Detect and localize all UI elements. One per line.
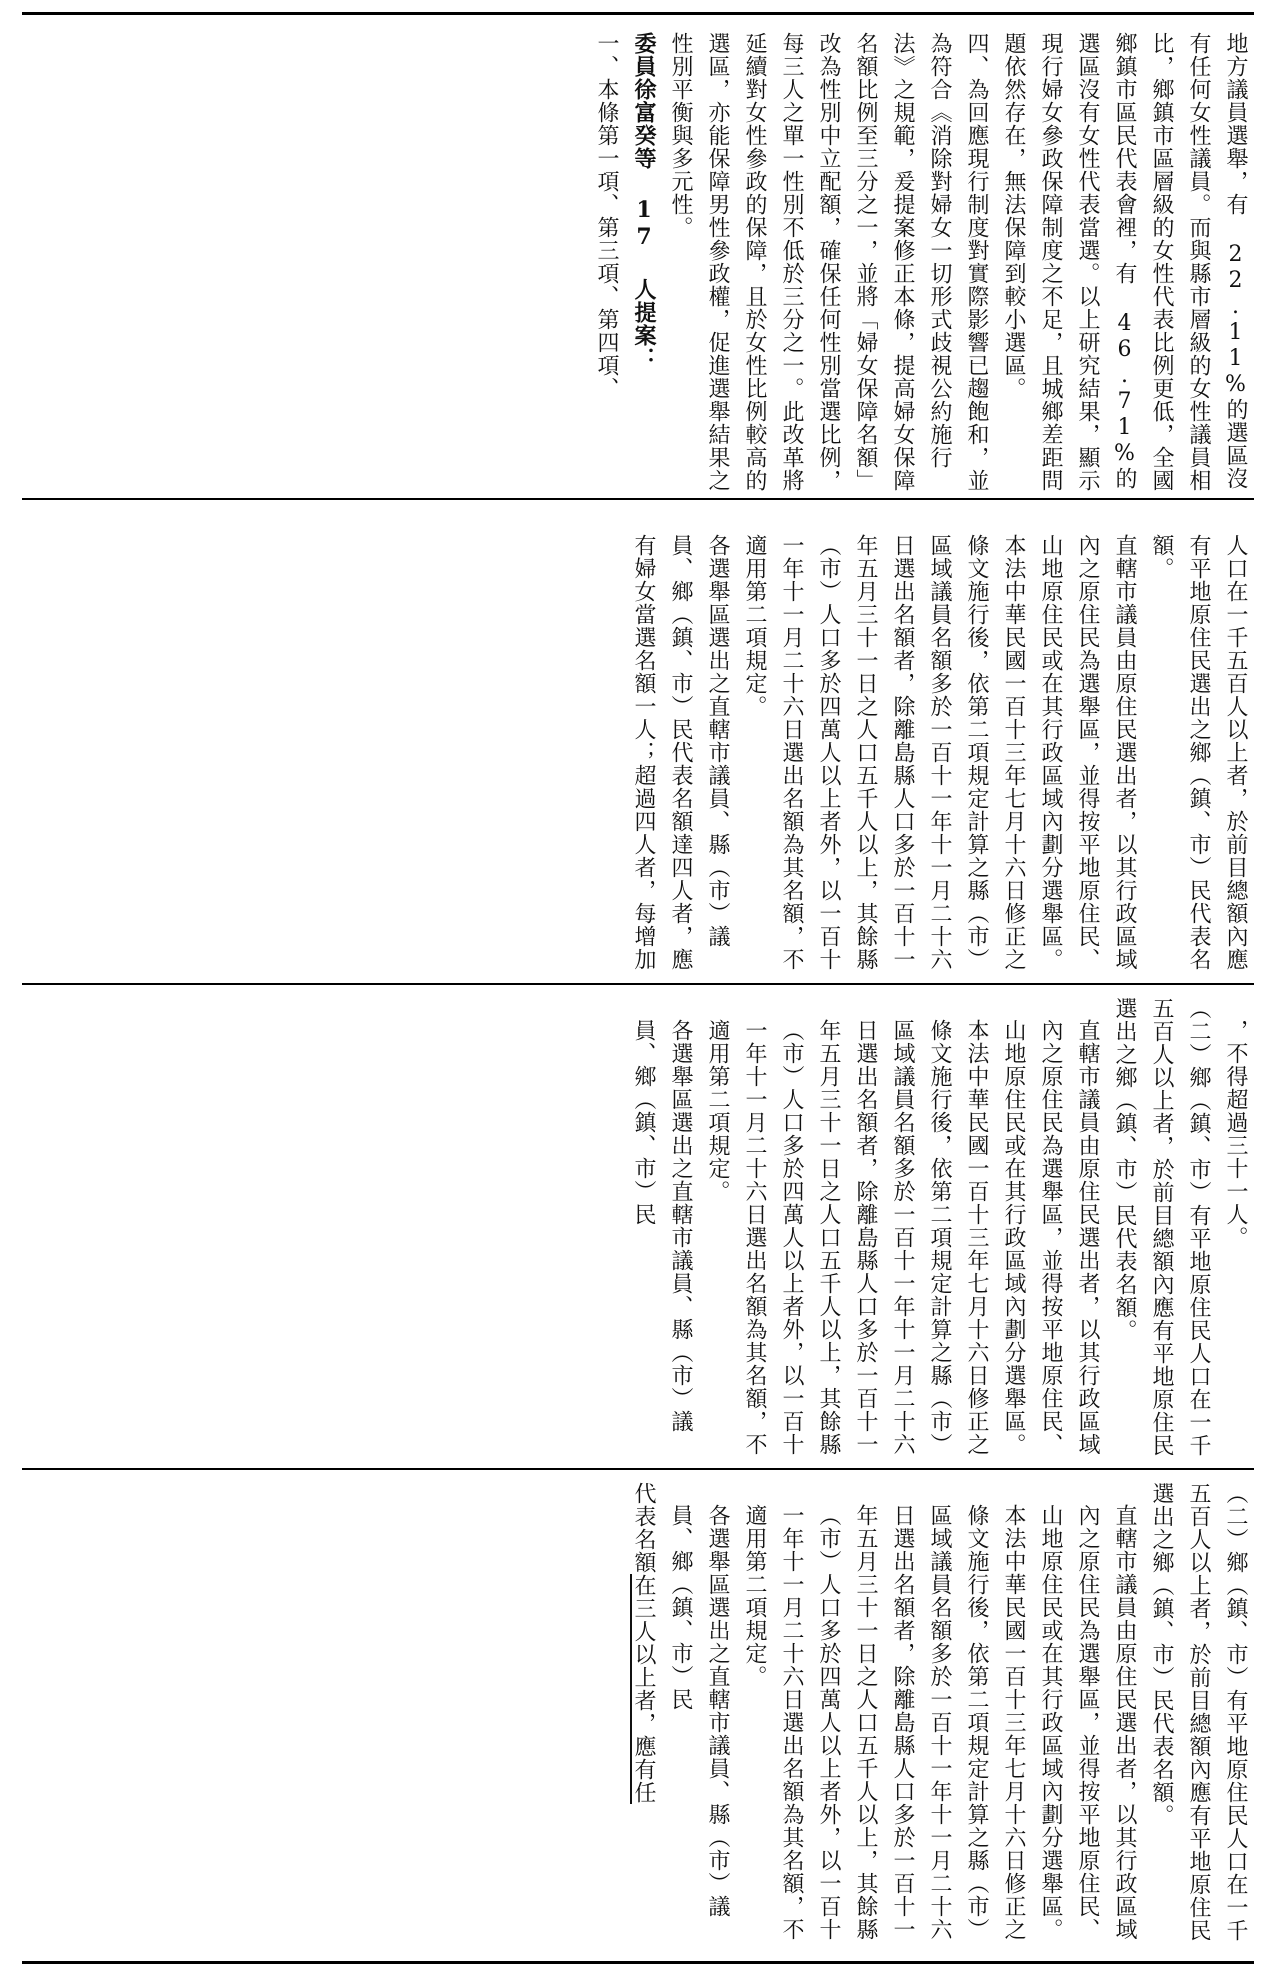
text-body	[22, 32, 1254, 494]
text-body	[22, 512, 1254, 974]
paragraph: 直轄市議員由原住民選出者，以其行政區域內之原住民為選舉區，並得按平地原住民、山地原住民或在其行政區域內劃分選舉區。	[1001, 1019, 1100, 1456]
text-body	[22, 1482, 1254, 1944]
paragraph: 直轄市議員由原住民選出者，以其行政區域內之原住民為選舉區，並得按平地原住民、山地原住民或在其行政區域內劃分選舉區。	[1038, 1504, 1137, 1941]
text-body	[22, 997, 1254, 1459]
underlined-text: 在三人以上者，應有任	[631, 1574, 656, 1804]
paragraph: （二）鄉（鎮、市）有平地原住民人口在一千五百人以上者，於前目總額內應有平地原住民選出之鄉（鎮、市）民代表名額。	[1149, 1482, 1248, 1942]
text-block	[22, 1482, 1254, 1944]
section-1	[22, 20, 1254, 507]
paragraph: 直轄市議員由原住民選出者，以其行政區域內之原住民為選舉區，並得按平地原住民、山地原住民或在其行政區域內劃分選舉區。	[1038, 534, 1137, 971]
bottom-rule	[22, 1961, 1254, 1964]
paragraph: 本法中華民國一百十三年七月十六日修正之條文施行後，依第二項規定計算之縣（市）區域議員名額多於一百十一年十一月二十六日選出名額者，除離島縣人口多於一百十一年五月三十一日之人口五千人以上，其餘縣（市）人口多於四萬人以上者外，以一百十一年十一月二十六日選出名額為其名額，不適用第二項規定。	[705, 1019, 989, 1456]
top-rule	[22, 12, 1254, 15]
text-run: 代表名額	[631, 1482, 656, 1574]
paragraph: 一、本條第一項、第三項、第四項、	[594, 32, 619, 400]
paragraph: 本法中華民國一百十三年七月十六日修正之條文施行後，依第二項規定計算之縣（市）區域議員名額多於一百十一年十一月二十六日選出名額者，除離島縣人口多於一百十一年五月三十一日之人口五千人以上，其餘縣（市）人口多於四萬人以上者外，以一百十一年十一月二十六日選出名額為其名額，不適用第二項規定。	[742, 1504, 1026, 1941]
paragraph: 各選舉區選出之直轄市議員、縣（市）議員、鄉（鎮、市）民	[668, 1504, 730, 1918]
paragraph-with-underline	[625, 1482, 662, 1944]
paragraph: 四、為回應現行制度對實際影響已趨飽和，並為符合《消除對婦女一切形式歧視公約施行法》之規範，爰提案修正本條，提高婦女保障名額比例至三分之一，並將「婦女保障名額」改為性別中立配額，確保任何性別當選比例，每三人之單一性別不低於三分之一。此改革將延續對女性參政的保障，且於女性比例較高的選區，亦能保障男性參政權，促進選舉結果之性別平衡與多元性。	[668, 32, 989, 492]
paragraph: 委員徐富癸等 17 人提案：	[631, 32, 657, 370]
section-2	[22, 500, 1254, 987]
paragraph: 地方議員選舉，有 22.11%的選區沒有任何女性議員。而與縣市層級的女性議員相比，鄉鎮市區層級的女性代表比例更低，全國鄉鎮市區民代表會裡，有 46.71%的選區沒有女性代表當選。以上研究結果，顯示現行婦女參政保障制度之不足，且城鄉差距問題依然存在，無法保障到較小選區。	[1001, 32, 1248, 492]
paragraph: （二）鄉（鎮、市）有平地原住民人口在一千五百人以上者，於前目總額內應有平地原住民選出之鄉（鎮、市）民代表名額。	[1112, 997, 1211, 1457]
section-4	[22, 1470, 1254, 1957]
text-block	[22, 32, 1254, 494]
paragraph: 各選舉區選出之直轄市議員、縣（市）議員、鄉（鎮、市）民代表名額達四人者，應有婦女當選名額一人；超過四人者，每增加	[631, 534, 730, 971]
paragraph: 各選舉區選出之直轄市議員、縣（市）議員、鄉（鎮、市）民	[631, 1019, 693, 1433]
section-3	[22, 985, 1254, 1472]
paragraph: 本法中華民國一百十三年七月十六日修正之條文施行後，依第二項規定計算之縣（市）區域議員名額多於一百十一年十一月二十六日選出名額者，除離島縣人口多於一百十一年五月三十一日之人口五千人以上，其餘縣（市）人口多於四萬人以上者外，以一百十一年十一月二十六日選出名額為其名額，不適用第二項規定。	[742, 534, 1026, 971]
paragraph: ，不得超過三十一人。	[1223, 1019, 1248, 1249]
paragraph: 人口在一千五百人以上者，於前目總額內應有平地原住民選出之鄉（鎮、市）民代表名額。	[1149, 534, 1248, 971]
text-block	[22, 512, 1254, 974]
text-block	[22, 997, 1254, 1459]
